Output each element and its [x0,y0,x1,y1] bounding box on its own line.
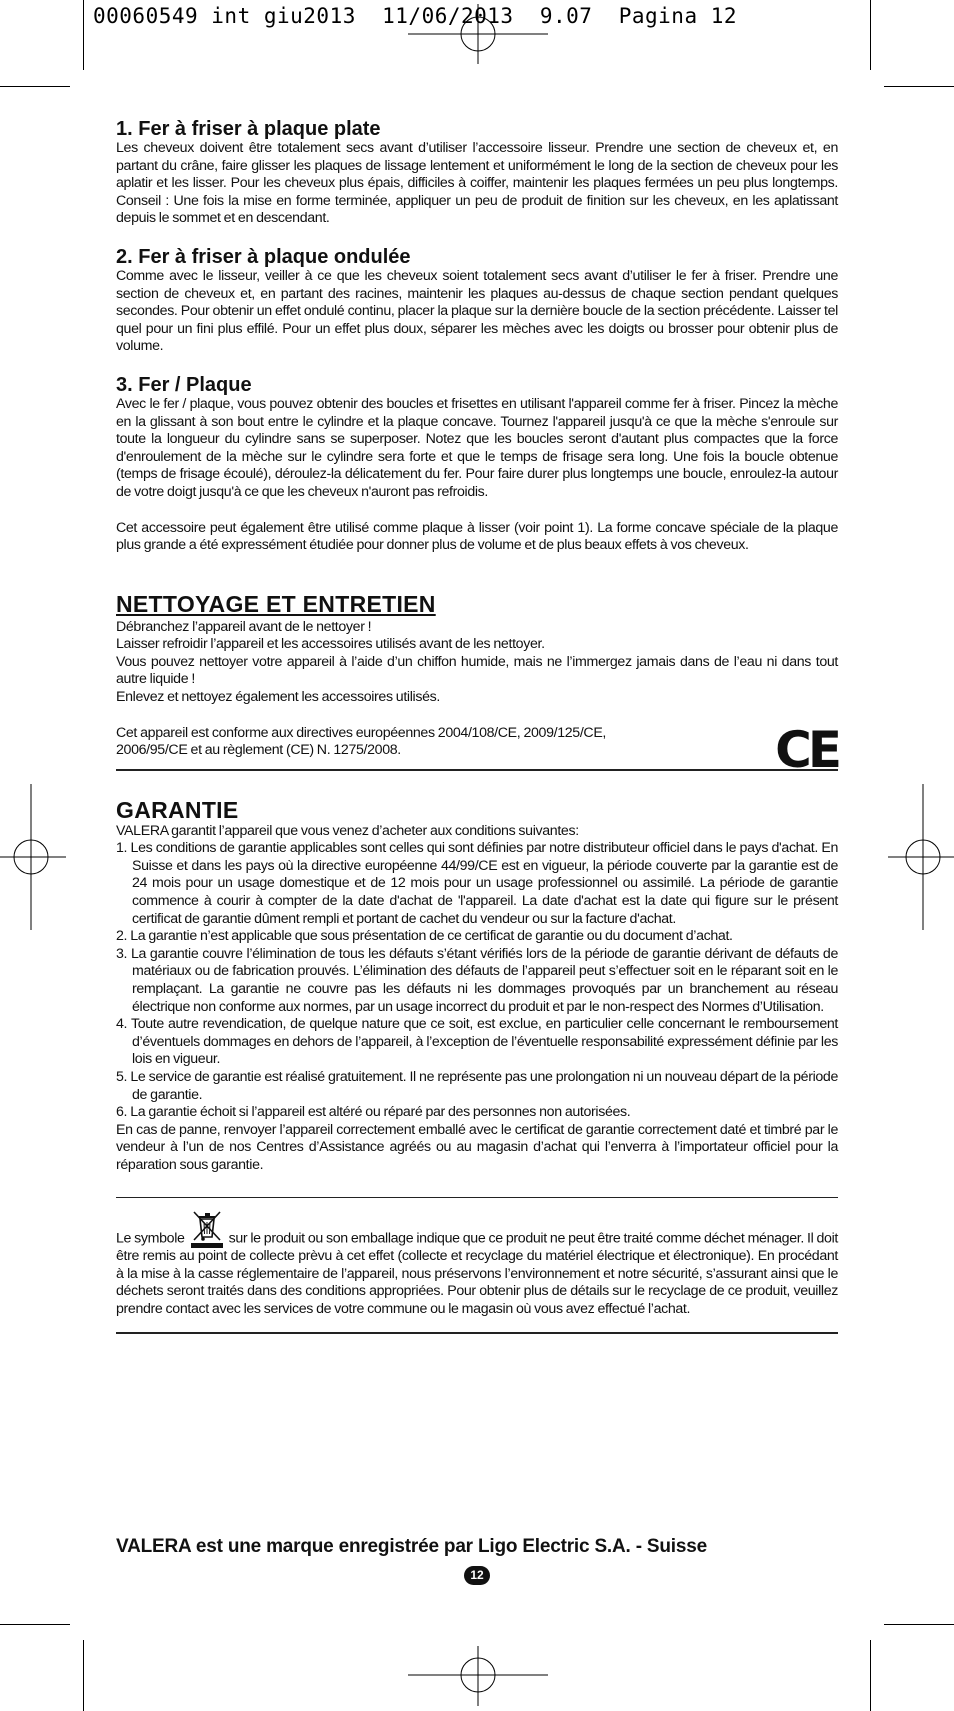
section-text: Comme avec le lisseur, veiller à ce que les cheveux soient totalement secs avant d’utiliser le fer à friser. Prendre une section de cheveux et, en partant des racines, maintenir les plaques au-dessus de chaque section pendant quelques secondes. Pour obtenir un effet ondulé continu, placer la plaque sur la dernière boucle de la section précédente. Laisser tel quel pour un fini plus effilé. Pour un effet plus doux, séparer les mèches avec les doigts ou brosser pour obtenir plus de volume. [116,267,838,355]
conformity-block [116,720,838,779]
warranty-title: GARANTIE [116,796,239,823]
warranty-intro: VALERA garantit l’appareil que vous venez d’acheter aux conditions suivantes: [116,822,579,839]
page-content [116,118,838,1334]
cleaning-line: Enlevez et nettoyez également les accessoires utilisés. [116,689,440,706]
section-wavy-plate [116,246,838,356]
warranty-item: 1. Les conditions de garantie applicables sont celles qui sont définies par notre distributeur officiel dans le pays d'achat. En Suisse et dans les pays où la directive européenne 44/99/CE est en vigueur, la période couverte par la garantie est de 24 mois pour un usage domestique et de 12 mois pour un usage professionnel ou assimilé. La période de garantie commence à courir à compter de la date d'achat de 'l'appareil. La date d'achat est la date qui figure sur le présent certificat de garantie dûment rempli et portant de cachet du vendeur ou sur la facture d'achat. [116,840,838,927]
cleaning-section [116,590,838,779]
warranty-item: 2. La garantie n’est applicable que sous présentation de ce certificat de garantie ou du document d’achat. [116,928,733,945]
conformity-text [116,725,838,760]
disposal-text [116,1210,838,1318]
registration-mark-top [408,4,548,64]
crossed-out-wheelie-bin-icon [189,1210,225,1248]
cleaning-line: Vous pouvez nettoyer votre appareil à l’aide d’un chiffon humide, mais ne l’immergez jamais dans de l’eau ni dans tout autre liquide ! [116,653,838,688]
brand-footer: VALERA est une marque enregistrée par Ligo Electric S.A. - Suisse [116,1536,707,1557]
warranty-item: 6. La garantie échoit si l’appareil est altéré ou réparé par des personnes non autorisées. [116,1104,631,1121]
warranty-list [116,840,838,1122]
ce-mark: CE [775,720,838,779]
cleaning-line: Laisser refroidir l’appareil et les accessoires utilisés avant de les nettoyer. [116,636,545,653]
warranty-section [116,797,838,1175]
divider [116,1332,838,1334]
disposal-section [116,1210,838,1318]
cleaning-line: Débranchez l’appareil avant de le nettoyer ! [116,618,372,635]
registration-mark-left [0,784,66,930]
divider [116,769,838,771]
disposal-text-before: Le symbole [116,1230,185,1247]
section-title: 1. Fer à friser à plaque plate [116,118,381,140]
warranty-closing: En cas de panne, renvoyer l’appareil correctement emballé avec le certificat de garantie correctement daté et timbré par le vendeur à l’un de nos Centres d’Assistance agréés ou au magasin d’achat qui l’enverra à l’importateur officiel pour la réparation sous garantie. [116,1121,838,1173]
page-number: 12 [464,1566,490,1585]
warranty-item: 4. Toute autre revendication, de quelque nature que ce soit, est exclue, en particulier celle concernant le remboursement d’éventuels dommages en dehors de l’appareil, à l’exception de l’éventuelle responsabilité expressément définie par les lois en vigueur. [116,1016,838,1068]
section-iron-plate [116,374,838,555]
disposal-text-after: sur le produit ou son emballage indique que ce produit ne peut être traité comme déchet ménager. Il doit être remis au point de collecte prèvu à cet effet (collecte et recyclage du matériel électrique et électronique). En procédant à la mise à la casse réglementaire de l’appareil, nous préservons l’environnement et notre sécurité, s’assurant ainsi que le déchets seront traités dans des conditions appropriées. Pour obtenir plus de détails sur le recyclage de ce produit, veuillez prendre contact avec les services de votre commune ou le magasin où vous avez effectué l’achat. [116,1230,838,1317]
section-title: 2. Fer à friser à plaque ondulée [116,245,411,268]
cleaning-title: NETTOYAGE ET ENTRETIEN [116,590,436,617]
warranty-item: 5. Le service de garantie est réalisé gratuitement. Il ne représente pas une prolongation ni un nouveau départ de la période de garantie. [116,1068,838,1103]
warranty-item: 3. La garantie couvre l’élimination de tous les défauts s’étant vérifiés lors de la période de garantie dérivant de défauts de matériaux ou de fabrication prouvés. L’élimination des défauts de l’appareil peut s’effectuer soit en le réparant soit en le remplaçant. La garantie ne couvre pas les défauts ni les dommages provoqués par un branchement au réseau électrique non conforme aux normes, par un usage incorrect du produit et par le non-respect des Normes d’Utilisation. [116,945,838,1015]
section-title: 3. Fer / Plaque [116,373,252,396]
conformity-line: 2006/95/CE et au règlement (CE) N. 1275/2008. [116,742,401,759]
divider [116,1197,838,1199]
registration-mark-bottom [408,1646,548,1706]
print-slug: 00060549 int giu2013 11/06/2013 9.07 Pagina 12 [93,4,738,28]
section-flat-plate [116,118,838,228]
section-text-extra: Cet accessoire peut également être utilisé comme plaque à lisser (voir point 1). La forme concave spéciale de la plaque plus grande a été expressément étudiée pour donner plus de volume et de plus beaux effets à vos cheveux. [116,519,838,554]
section-text: Avec le fer / plaque, vous pouvez obtenir des boucles et frisettes en utilisant l'appareil comme fer à friser. Pincez la mèche en la glissant à son bout entre le cylindre et la plaque concave. Tournez l'appareil jusqu'à ce que la mèche s'enroule sur toute la longueur du cylindre sans se superposer. Notez que les boucles seront d'autant plus compactes que la force d'enroulement de la mèche sur le cylindre sera forte et que le temps de frisage sera long. Une fois la boucle obtenue (temps de frisage écoulé), déroulez-la délicatement du fer. Pour faire durer plus longtemps une boucle, enroulez-la autour de votre doigt jusqu'à ce que les cheveux n'auront pas refroidis. [116,395,838,500]
registration-mark-right [888,784,954,930]
conformity-line: Cet appareil est conforme aux directives européennes 2004/108/CE, 2009/125/CE, [116,724,607,741]
section-text: Les cheveux doivent être totalement secs avant d’utiliser l’accessoire lisseur. Prendre une section de cheveux et, en partant du crâne, faire glisser les plaques de lissage lentement et uniformément le long de la section de cheveux pour les aplatir et les lisser. Pour les cheveux plus épais, difficiles à coiffer, maintenir les plaques fermées un peu plus longtemps. Conseil : Une fois la mise en forme terminée, appliquer un peu de produit de finition sur les cheveux, en les aplatissant depuis le sommet et en descendant. [116,140,838,227]
